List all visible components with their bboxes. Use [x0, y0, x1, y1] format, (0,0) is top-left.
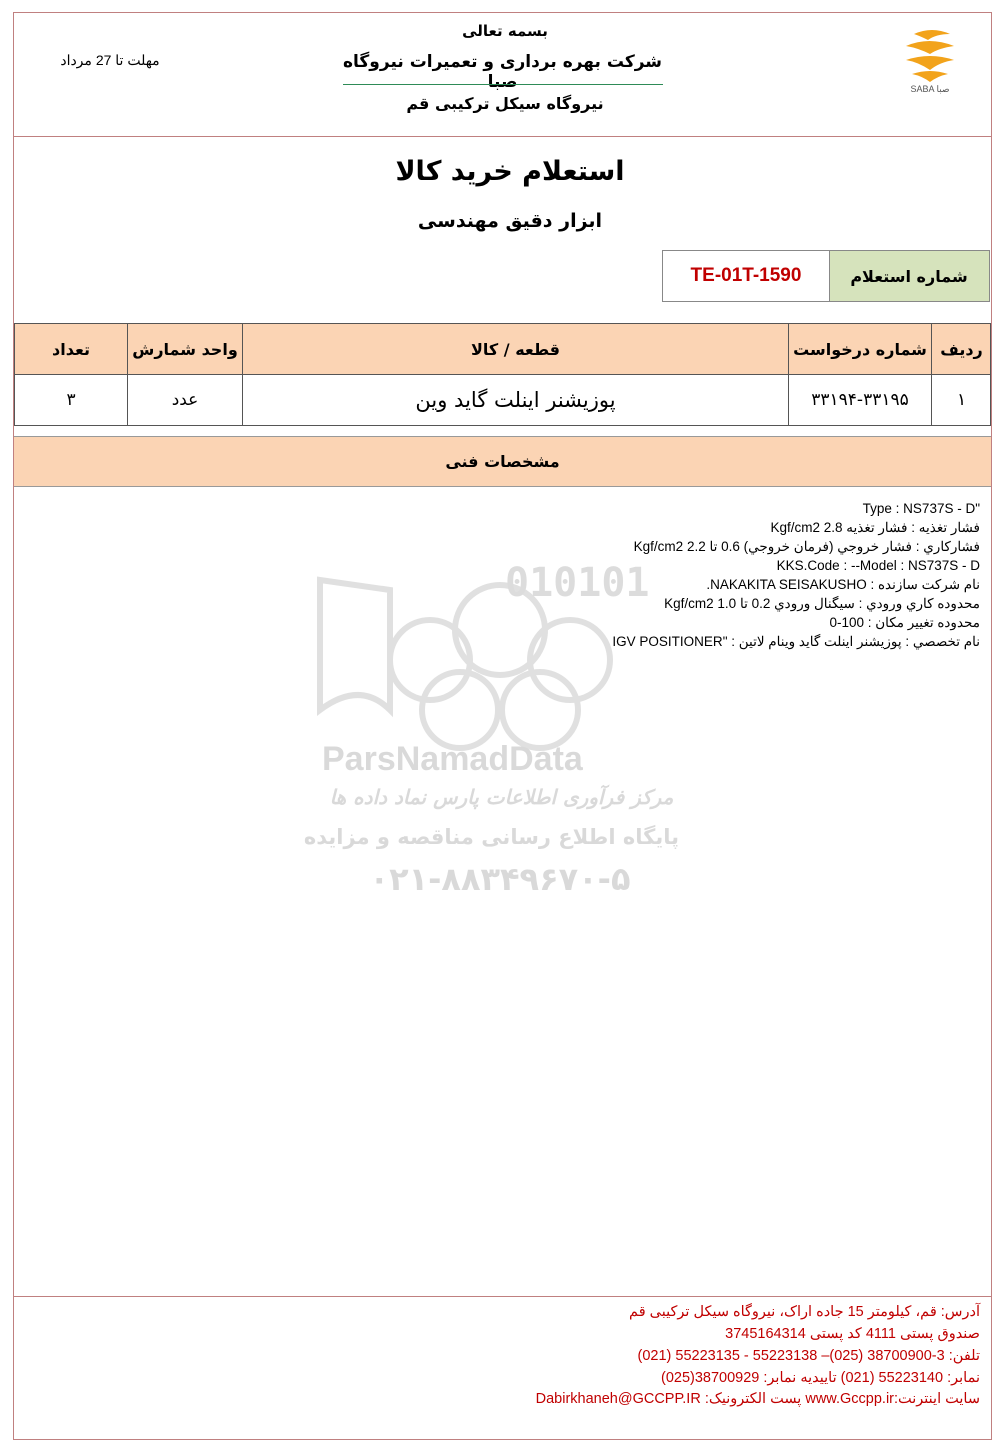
- spec-line-4: KKS.Code : --Model : NS737S - D: [776, 558, 980, 573]
- cell-qty: ۳: [66, 390, 76, 410]
- spec-line-5: نام شركت سازنده : NAKAKITA SEISAKUSHO.: [706, 577, 980, 592]
- saba-logo: [884, 24, 974, 108]
- footer-divider: [14, 1296, 991, 1297]
- spec-line-6: محدوده كاري ورودي : سيگنال ورودي 0.2 تا 1.0 Kgf/cm2: [664, 596, 980, 611]
- footer-phone: تلفن: 3-38700900 (025)– 55223138 - 55223135 (021): [637, 1348, 980, 1364]
- spec-line-2: فشار تغذيه : فشار تغذيه 2.8 Kgf/cm2: [770, 520, 980, 535]
- inquiry-box: [662, 250, 990, 302]
- spec-line-1: Type : NS737S - D": [862, 501, 980, 516]
- col-header-request-no: شماره درخواست: [788, 324, 931, 374]
- col-header-qty: تعداد: [52, 339, 90, 359]
- logo-text: SABA صبا: [910, 84, 950, 94]
- cell-item: پوزیشنر اینلت گاید وین: [242, 375, 788, 425]
- watermark-phone: ۰۲۱-۸۸۳۴۹۶۷۰-۵: [369, 860, 631, 898]
- cell-unit: عدد: [127, 375, 242, 425]
- cell-row: ۱: [931, 375, 991, 425]
- spec-line-3: فشاركاري : فشار خروجي (فرمان خروجي) 0.6 تا 2.2 Kgf/cm2: [633, 539, 980, 554]
- footer-address: آدرس: قم، کیلومتر 15 جاده اراک، نیروگاه سیکل ترکیبی قم: [629, 1304, 980, 1320]
- table-row: [14, 374, 991, 426]
- col-header-row: ردیف: [931, 324, 991, 374]
- watermark-line1: مرکز فرآوری اطلاعات پارس نماد داده ها: [329, 785, 674, 809]
- footer-web: سایت اینترنت:www.Gccpp.ir پست الکترونیک: Dabirkhaneh@GCCPP.IR: [535, 1391, 980, 1407]
- plant-name: نیروگاه سیکل ترکیبی قم: [406, 94, 604, 113]
- spec-line-7: محدوده تغيير مكان : 100-0: [829, 615, 980, 630]
- saba-logo-icon: [884, 24, 974, 108]
- specs-title: مشخصات فنی: [14, 436, 991, 487]
- deadline: مهلت تا 27 مرداد: [60, 52, 160, 68]
- header-divider: [14, 136, 991, 137]
- document-subtitle: ابزار دقیق مهندسی: [417, 210, 603, 232]
- spec-line-8: نام تخصصي : پوزيشنر اينلت گايد وينام لاتين : "IGV POSITIONER: [612, 634, 980, 649]
- watermark-brand: ParsNamadData: [322, 740, 583, 778]
- watermark-line2: پایگاه اطلاع رسانی مناقصه و مزایده: [303, 825, 679, 849]
- inquiry-number: TE-01T-1590: [663, 251, 830, 301]
- col-header-item: قطعه / کالا: [242, 324, 788, 374]
- bismillah: بسمه تعالی: [462, 22, 548, 40]
- company-name: شرکت بهره برداری و تعمیرات نیروگاه صبا: [343, 52, 662, 92]
- footer-pobox: صندوق پستی 4111 کد پستی 3745164314: [725, 1326, 980, 1342]
- col-header-unit: واحد شمارش: [127, 324, 242, 374]
- table-header-row: [14, 323, 991, 375]
- watermark: [300, 560, 700, 910]
- cell-request-no: ۳۳۱۹۴-۳۳۱۹۵: [788, 375, 931, 425]
- document-title: استعلام خرید کالا: [395, 156, 625, 187]
- watermark-digits: 010101: [505, 560, 650, 606]
- footer-fax: نمابر: 55223140 (021) تاییدیه نمابر: 38700929(025): [660, 1370, 980, 1386]
- inquiry-label: شماره استعلام: [829, 251, 989, 301]
- company-underline: [343, 84, 663, 85]
